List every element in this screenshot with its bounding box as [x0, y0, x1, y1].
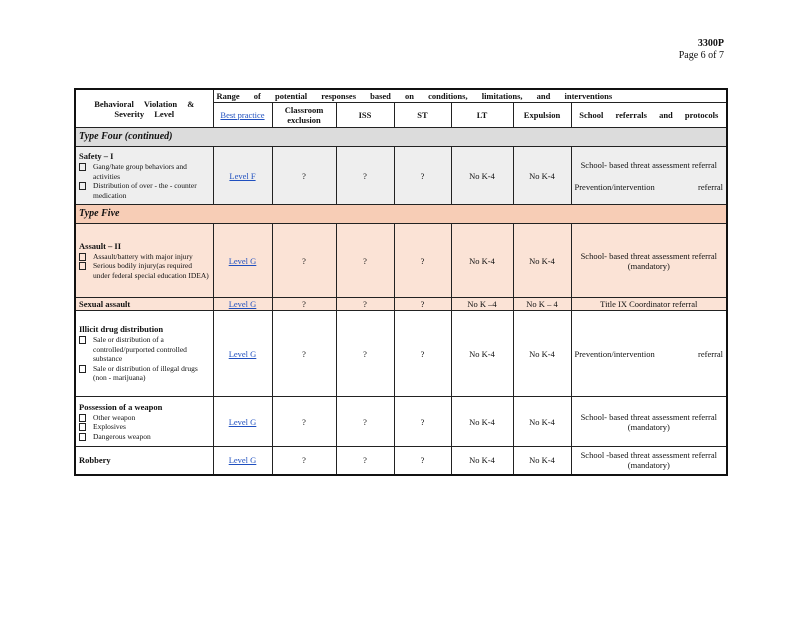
- iss-value: ?: [336, 397, 394, 447]
- level-link[interactable]: Level G: [213, 224, 272, 298]
- sexual-assault-title: Sexual assault: [75, 298, 213, 311]
- page-number: Page 6 of 7: [678, 50, 724, 61]
- lt-value: No K-4: [451, 397, 513, 447]
- classroom-value: ?: [272, 224, 336, 298]
- iss-value: ?: [336, 311, 394, 397]
- robbery-title: Robbery: [75, 447, 213, 475]
- header-best-practice[interactable]: Best practice: [213, 103, 272, 128]
- iss-value: ?: [336, 147, 394, 205]
- type-five-row: [75, 205, 727, 224]
- lt-value: No K-4: [451, 311, 513, 397]
- header-lt: LT: [451, 103, 513, 128]
- lt-value: No K-4: [451, 447, 513, 475]
- table-row: [75, 147, 727, 205]
- expulsion-value: No K-4: [513, 224, 571, 298]
- assault-title: Assault – II: [79, 240, 122, 251]
- expulsion-value: No K-4: [513, 147, 571, 205]
- header-iss: ISS: [336, 103, 394, 128]
- st-value: ?: [394, 397, 451, 447]
- list-item: Dangerous weapon: [79, 432, 210, 442]
- header-range: Range of potential responses based on conditions, limitations, and interventions: [213, 89, 727, 103]
- weapon-cell: [75, 397, 213, 447]
- expulsion-value: No K – 4: [513, 298, 571, 311]
- response-table: [74, 88, 728, 476]
- expulsion-value: No K-4: [513, 397, 571, 447]
- lt-value: No K-4: [451, 224, 513, 298]
- iss-value: ?: [336, 224, 394, 298]
- header-behavioral: Behavioral Violation & Severity Level: [75, 89, 213, 128]
- level-link[interactable]: Level G: [213, 298, 272, 311]
- list-item: Other weapon: [79, 413, 210, 423]
- referral-cell: School -based threat assessment referral (mandatory): [571, 447, 727, 475]
- classroom-value: ?: [272, 311, 336, 397]
- header-st: ST: [394, 103, 451, 128]
- page-header: [679, 38, 724, 62]
- referral-cell: Prevention/intervention referral: [571, 311, 727, 397]
- safety-cell: [75, 147, 213, 205]
- safety-title: Safety – I: [79, 151, 114, 161]
- weapon-title: Possession of a weapon: [79, 401, 163, 412]
- st-value: ?: [394, 147, 451, 205]
- referral-cell: Title IX Coordinator referral: [571, 298, 727, 311]
- checkbox-icon: [79, 423, 86, 431]
- checkbox-icon: [79, 163, 86, 171]
- classroom-value: ?: [272, 447, 336, 475]
- expulsion-value: No K-4: [513, 311, 571, 397]
- table-header-row: [75, 89, 727, 103]
- checkbox-icon: [79, 365, 86, 373]
- checkbox-icon: [79, 414, 86, 422]
- table-row: [75, 397, 727, 447]
- list-item: Assault/battery with major injury: [79, 252, 210, 262]
- iss-value: ?: [336, 298, 394, 311]
- classroom-value: ?: [272, 397, 336, 447]
- checkbox-icon: [79, 253, 86, 261]
- st-value: ?: [394, 298, 451, 311]
- policy-code: 3300P: [697, 38, 724, 49]
- list-item: Sale or distribution of a controlled/purported controlled substance: [79, 335, 210, 364]
- type-five-label: Type Five: [75, 205, 727, 224]
- list-item: Gang/hate group behaviors and activities: [79, 162, 210, 181]
- st-value: ?: [394, 447, 451, 475]
- checkbox-icon: [79, 433, 86, 441]
- referral-cell: School- based threat assessment referral Prevention/intervention referral: [571, 147, 727, 205]
- iss-value: ?: [336, 447, 394, 475]
- lt-value: No K-4: [451, 147, 513, 205]
- header-school-referrals: School referrals and protocols: [571, 103, 727, 128]
- table-row: [75, 311, 727, 397]
- level-link[interactable]: Level F: [213, 147, 272, 205]
- list-item: Serious bodily injury(as required under federal special education IDEA): [79, 261, 210, 280]
- classroom-value: ?: [272, 298, 336, 311]
- classroom-value: ?: [272, 147, 336, 205]
- referral-cell: School- based threat assessment referral (mandatory): [571, 224, 727, 298]
- level-link[interactable]: Level G: [213, 447, 272, 475]
- lt-value: No K –4: [451, 298, 513, 311]
- list-item: Sale or distribution of illegal drugs (non - marijuana): [79, 364, 210, 383]
- checkbox-icon: [79, 262, 86, 270]
- checkbox-icon: [79, 336, 86, 344]
- level-link[interactable]: Level G: [213, 397, 272, 447]
- st-value: ?: [394, 311, 451, 397]
- level-link[interactable]: Level G: [213, 311, 272, 397]
- type-four-label: Type Four (continued): [75, 128, 727, 147]
- drug-title: Illicit drug distribution: [79, 324, 164, 335]
- st-value: ?: [394, 224, 451, 298]
- type-four-row: [75, 128, 727, 147]
- list-item: Distribution of over - the - counter medication: [79, 181, 210, 200]
- table-row: [75, 224, 727, 298]
- list-item: Explosives: [79, 422, 210, 432]
- drug-cell: [75, 311, 213, 397]
- assault-cell: [75, 224, 213, 298]
- expulsion-value: No K-4: [513, 447, 571, 475]
- header-classroom-exclusion: Classroom exclusion: [272, 103, 336, 128]
- referral-cell: School- based threat assessment referral (mandatory): [571, 397, 727, 447]
- table-row: [75, 298, 727, 311]
- header-expulsion: Expulsion: [513, 103, 571, 128]
- checkbox-icon: [79, 182, 86, 190]
- table-row: [75, 447, 727, 475]
